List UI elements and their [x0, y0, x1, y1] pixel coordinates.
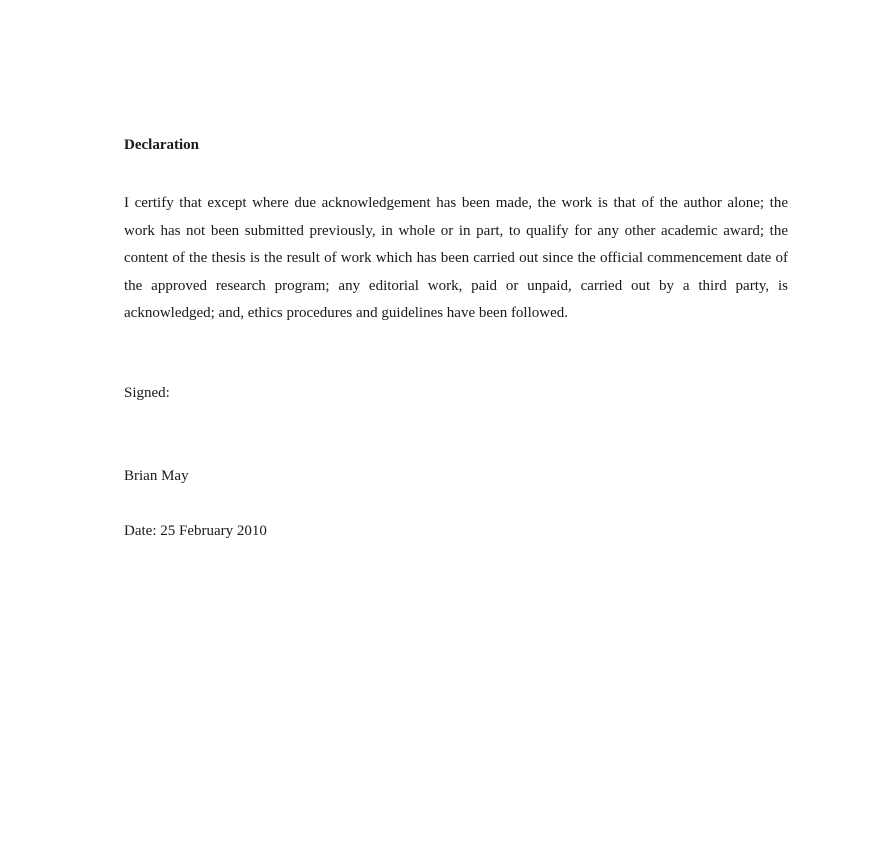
- declaration-paragraph: I certify that except where due acknowledgement has been made, the work is that of the author alone; the work has not been submitted previously, in whole or in part, to qualify for any other academic award; the content of the thesis is the result of work which has been carried out since the official commencement date of the approved research program; any editorial work, paid or unpaid, carried out by a third party, is acknowledged; and, ethics procedures and guidelines have been followed.: [124, 195, 788, 321]
- signatory-name: Brian May: [124, 468, 189, 484]
- signature-date: Date: 25 February 2010: [124, 523, 267, 539]
- signed-label: Signed:: [124, 385, 170, 401]
- page-title: Declaration: [124, 137, 199, 153]
